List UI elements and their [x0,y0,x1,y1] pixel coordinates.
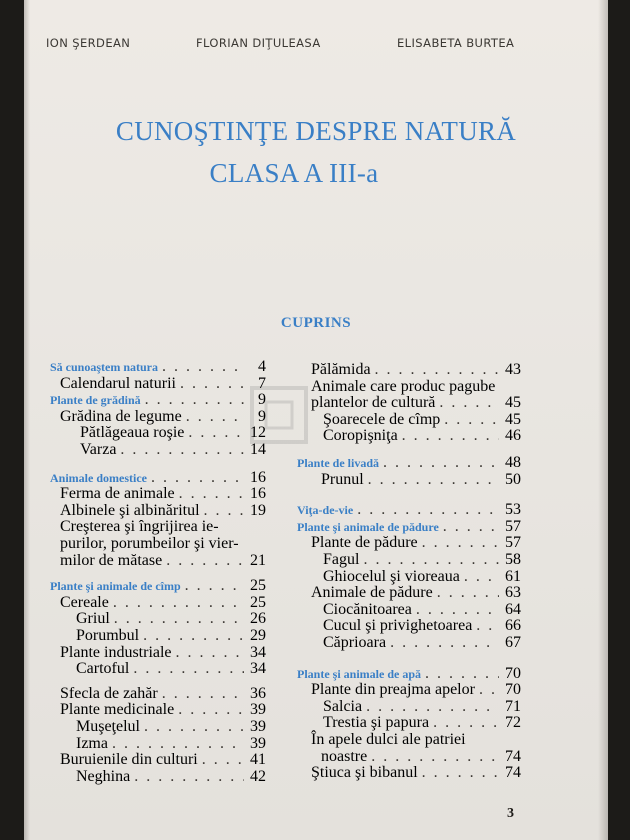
entry-title: Pălămida [311,361,371,378]
leader-dots [433,584,499,602]
entry-page-number: 16 [250,485,266,503]
leader-dots [362,698,499,716]
contents-entry-row [60,408,266,424]
entry-page-number: 12 [250,424,266,442]
entry-title: Ştiuca şi bibanul [311,764,418,782]
entry-page-number: 45 [505,410,521,428]
contents-entry-row [321,471,521,487]
leader-dots [398,427,499,445]
entry-title: Cucul şi privighetoarea [323,617,473,635]
contents-entry-row [311,584,521,600]
entry-title: Ciocănitoarea [323,600,412,618]
entry-title: Coropişniţa [323,427,398,445]
contents-section-row [50,469,266,485]
leader-dots [418,764,499,782]
entry-title: purilor, porumbeilor şi vier- [60,535,239,552]
contents-entry-row [311,361,521,377]
contents-entry-row [60,375,266,391]
contents-entry-row [60,685,266,701]
entry-title: milor de mătase [60,551,163,569]
leader-dots [460,568,499,586]
entry-page-number: 67 [505,634,521,651]
leader-dots [172,644,244,662]
entry-page-number: 4 [258,358,266,375]
page-number: 3 [507,806,514,821]
contents-heading: CUPRINS [280,315,352,331]
entry-title: Fagul [323,551,360,568]
leader-dots [175,485,244,503]
entry-title: Pătlăgeaua roşie [80,424,185,442]
contents-entry-row [311,394,521,410]
entry-page-number: 39 [250,718,266,735]
leader-dots [139,627,244,645]
entry-page-number: 53 [505,501,521,519]
section-title: Plante şi animale de cîmp [50,579,181,594]
leader-dots [435,394,499,412]
entry-page-number: 34 [250,660,266,678]
contents-entry-row [60,535,266,551]
entry-title: Calendarul naturii [60,374,176,392]
contents-entry-row [76,660,266,676]
entry-title: Prunul [321,470,364,488]
entry-page-number: 14 [250,441,266,458]
leader-dots [109,594,244,612]
leader-dots [359,551,499,569]
section-title: Plante şi animale de apă [297,666,422,681]
leader-dots [140,718,244,736]
section-title: Plante de livadă [297,456,380,470]
leader-dots [421,665,499,683]
entry-title: Căprioara [323,634,387,651]
contents-entry-row [76,735,266,751]
section-title: Viţa-de-vie [297,503,354,518]
entry-title: Griul [76,610,110,628]
contents-entry-row [60,644,266,660]
contents-section-row [50,577,266,593]
author-3: ELISABETA BURTEA [397,36,515,50]
entry-page-number: 39 [250,701,266,719]
entry-page-number: 9 [258,391,266,409]
leader-dots [174,701,244,719]
leader-dots [412,601,499,619]
contents-section-row [50,358,266,374]
entry-page-number: 57 [505,517,521,535]
leader-dots [472,617,499,635]
contents-entry-row [311,378,521,394]
author-2: FLORIAN DIŢULEASA [196,36,321,50]
leader-dots [129,660,244,678]
contents-entry-row [321,748,521,764]
leader-dots [198,751,244,769]
contents-entry-row [323,568,521,584]
leader-dots [108,735,244,753]
leader-dots [475,681,499,699]
leader-dots [429,714,499,732]
contents-entry-row [80,441,266,457]
section-title: Să cunoaştem natura [50,360,159,374]
contents-entry-row [311,764,521,780]
entry-page-number: 42 [250,767,266,785]
contents-entry-row [60,552,266,568]
entry-page-number: 25 [250,593,266,611]
entry-title: Trestia şi papura [323,714,430,732]
contents-entry-row [323,698,521,714]
contents-entry-row [60,502,266,518]
leader-dots [353,501,499,519]
entry-title: Neghina [76,767,131,785]
entry-title: Plante industriale [60,643,172,661]
entry-page-number: 39 [250,734,266,752]
leader-dots [130,768,244,786]
contents-section-row [297,518,521,534]
contents-entry-row [323,427,521,443]
contents-entry-row [323,601,521,617]
entry-page-number: 29 [250,627,266,644]
entry-page-number: 41 [250,751,266,769]
contents-entry-row [311,681,521,697]
entry-page-number: 7 [258,374,266,392]
leader-dots [200,502,244,520]
contents-entry-row [60,594,266,610]
contents-entry-row [323,411,521,427]
leader-dots [158,358,244,376]
book-title: CUNOŞTINŢE DESPRE NATURĂ [115,116,517,146]
book-page [24,0,608,840]
leader-dots [367,748,499,766]
entry-page-number: 72 [505,714,521,732]
entry-title: Cartoful [76,660,130,678]
contents-entry-row [60,518,266,534]
contents-entry-row [311,731,521,747]
leader-dots [440,411,499,429]
entry-page-number: 57 [505,534,521,552]
entry-title: Animale de pădure [311,584,433,602]
entry-title: În apele dulci ale patriei [311,731,466,748]
entry-title: Plante din preajma apelor [311,681,475,699]
contents-entry-row [76,718,266,734]
entry-page-number: 26 [250,610,266,628]
entry-page-number: 70 [505,681,521,699]
book-subtitle: CLASA A III-a [209,158,379,188]
leader-dots [181,577,244,595]
leader-dots [176,375,244,393]
entry-title: Porumbul [76,627,140,644]
entry-page-number: 64 [505,600,521,618]
leader-dots [162,552,244,570]
leader-dots [371,361,499,379]
contents-section-row [297,454,521,470]
contents-entry-row [311,534,521,550]
leader-dots [158,685,244,703]
contents-section-row [297,665,521,681]
entry-title: Albinele şi albinăritul [60,501,200,519]
entry-page-number: 61 [505,567,521,585]
entry-title: plantelor de cultură [311,394,436,412]
contents-entry-row [60,751,266,767]
entry-page-number: 63 [505,584,521,602]
leader-dots [364,471,499,489]
entry-title: Plante de pădure [311,534,418,552]
leader-dots [439,518,499,536]
leader-dots [379,454,499,472]
contents-entry-row [323,551,521,567]
entry-title: Sfecla de zahăr [60,684,158,702]
contents-entry-row [76,627,266,643]
leader-dots [141,391,244,409]
entry-page-number: 34 [250,643,266,661]
entry-page-number: 19 [250,501,266,519]
entry-page-number: 9 [258,407,266,425]
section-title: Plante şi animale de pădure [297,519,439,534]
entry-title: Grădina de legume [60,407,182,425]
entry-page-number: 36 [250,684,266,702]
entry-page-number: 21 [250,551,266,569]
entry-title: Ferma de animale [60,485,175,503]
contents-entry-row [80,424,266,440]
leader-dots [147,469,244,487]
contents-entry-row [76,610,266,626]
entry-page-number: 43 [505,361,521,378]
contents-entry-row [323,714,521,730]
entry-page-number: 70 [505,664,521,682]
entry-page-number: 46 [505,427,521,445]
entry-page-number: 45 [505,394,521,412]
contents-entry-row [76,768,266,784]
entry-page-number: 74 [505,747,521,765]
leader-dots [182,408,244,426]
leader-dots [418,534,499,552]
entry-page-number: 25 [250,577,266,595]
entry-title: Izma [76,734,108,752]
section-title: Plante de grădină [50,393,141,408]
entry-title: Plante medicinale [60,701,175,719]
entry-title: Creşterea şi îngrijirea ie- [60,518,219,536]
entry-title: Ghiocelul şi vioreaua [323,567,460,585]
contents-entry-row [323,634,521,650]
entry-title: Varza [80,441,117,458]
contents-section-row [297,501,521,517]
entry-page-number: 16 [250,468,266,486]
contents-section-row [50,391,266,407]
entry-page-number: 71 [505,697,521,715]
contents-entry-row [60,485,266,501]
contents-entry-row [323,617,521,633]
entry-title: noastre [321,747,368,765]
entry-page-number: 48 [505,454,521,471]
author-1: ION ŞERDEAN [46,36,131,50]
leader-dots [184,424,244,442]
contents-entry-row [60,701,266,717]
entry-title: Salcia [323,697,363,715]
entry-page-number: 58 [505,551,521,568]
leader-dots [110,610,244,628]
entry-page-number: 66 [505,617,521,635]
leader-dots [116,441,244,459]
entry-title: Animale care produc pagube [311,377,496,395]
entry-title: Muşeţelul [76,718,140,735]
entry-page-number: 50 [505,470,521,488]
entry-title: Şoarecele de cîmp [323,410,441,428]
entry-title: Buruienile din culturi [60,751,198,769]
leader-dots [386,634,499,652]
entry-title: Cereale [60,593,109,611]
section-title: Animale domestice [50,470,147,485]
entry-page-number: 74 [505,764,521,782]
